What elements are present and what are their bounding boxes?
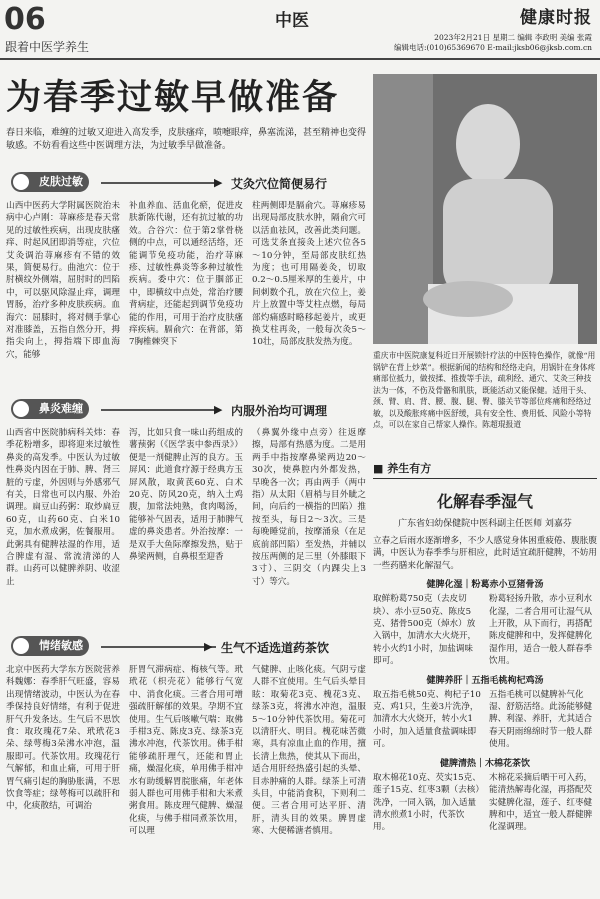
- arrow-right-icon: ▶: [204, 640, 213, 653]
- page-header: [0, 0, 600, 60]
- newspaper-logo: 健康时报: [520, 8, 592, 28]
- right-column-article: [373, 460, 597, 834]
- section-body-nose: [6, 427, 366, 607]
- column-tag: ■ 养生有方: [373, 460, 597, 479]
- section-band-mood: [6, 632, 366, 660]
- recipe-title: 健脾化湿｜粉葛赤小豆猪骨汤: [426, 580, 544, 591]
- section-tag: 鼻炎难缠: [11, 399, 89, 419]
- band-line: [101, 182, 216, 184]
- arrow-right-icon: ▶: [214, 176, 223, 189]
- photo-caption: 重庆市中医院康复科近日开展锁针疗法的中医特色操作，就像“用锅铲在背上炒菜”。根据新闻的结构和经络走向，用锅针在身体疼痛部位抵力，做按揉、推拨等手法，疏利经、通穴、艾灸三种技法为一体，不伤及骨骼和肌肤，既能活动又能保健。适用于头、颈、臂、肩、背、腰、腹、腿、臀、膝关节等部位疼痛和经络过敏，以及酸胀疼痛中医舒缓，具有安全性、费用低、风险小等特点，可以在家自己帮家人操作。陈超琨报道: [373, 351, 596, 429]
- recipe-effect: 五指毛桃可以健脾补气化湿、舒筋活络。此汤能够健脾、利湿、养肝，尤其适合春天阴雨绵绵时节一般人群使用。: [489, 689, 593, 750]
- recipe-body: [373, 689, 597, 751]
- section-name: 中医: [275, 11, 309, 31]
- recipe-body: [373, 593, 597, 667]
- section-title: 艾灸穴位简便易行: [231, 177, 328, 191]
- photo-illustration: [373, 74, 597, 344]
- text-column: 柱两侧即是膈俞穴。荨麻疹易出现局部皮肤水肿，隔俞穴可以活血祛风，改善此类问题。可选艾条直接灸上述穴位各5～10分钟，至局部皮肤红热为度；也可用隔姜灸，切取0.2～0.5厘米厚的生姜片，中间刺数个孔，放在穴位上，姜片上放置中等艾柱点燃，每局部灼痛感时略移起姜片，或更换艾柱再灸，一般每次灸5～10壮，局部皮肤发热为度。: [252, 201, 366, 348]
- section-body-mood: [6, 664, 366, 894]
- text-column: 泻，比如只食一味山药组成的薯蓣粥（《医学衷中参西录》）便是一剂健脾止泻的良方。玉屏风：此道食疗源于经典方玉屏风散，取黄芪60克、白术20克、防风20克，纳入土鸡腹，加常法炖熟，食肉喝汤，能够补气固表，适用于肺脾气虚的鼻炎患者。外治按摩：一是双手大鱼际摩擦发热，贴于鼻梁两侧，自鼻根至迎香: [129, 428, 243, 563]
- recipe-body: [373, 772, 597, 834]
- circle-icon: [13, 401, 29, 417]
- dateline: 2023年2月21日 星期二 编辑 李政明 美编 张霞 编辑电话:(010)65369670 E-mail:jksb06@jksb.com.cn: [393, 33, 592, 52]
- recipe-title: 健脾养肝｜五指毛桃枸杞鸡汤: [426, 675, 544, 686]
- recipe-method: 取木棉花10克、芡实15克、莲子15克、红枣3颗（去核）洗净，一同入锅，加入适量清水煎煮1小时，代茶饮用。: [373, 772, 481, 833]
- section-tag: 皮肤过敏: [11, 172, 89, 192]
- intro-text: 春日来临，难缠的过敏又迎进入高发季，皮肤瘙痒，喷嚏眼痒，鼻塞流涕，甚至精神也变得敏感。不妨看看这些中医调理方法，为过敏季早做准备。: [6, 128, 367, 151]
- text-column: 山西中医药大学附属医院治未病中心卢刚：荨麻疹是春天常见的过敏性疾病，出现皮肤瘙痒、时起风团即消等症，穴位艾灸调治荨麻疹有不错的效果，简便易行。曲池穴：位于肘横纹外侧端，屈肘时的凹陷中，可以驱风除湿止痒，调理胃肠，治疗多种皮肤疾病。血海穴：屈膝时，将对侧手掌心对准膝盖，五指自然分开，拇指尖向上，拇指端下即血海穴，能够: [6, 201, 120, 360]
- text-column: （鼻翼外缘中点旁）往返摩擦，局部有热感为度。二是用两手中指按摩鼻梁两边20～30次，使鼻腔内外都发热，早晚各一次；再由两手（两中指）从太阳（眉梢与目外眦之间，向后约一横指的凹陷）推按至头，每日2～3次。三是每晚睡觉前，按摩涌泉（在足底前部凹陷）至发热，并辅以按压两侧的足三里（外膝眼下3寸）、三阴交（内踝尖上3寸）等穴。: [252, 428, 366, 587]
- section-title: 内服外治均可调理: [231, 404, 328, 418]
- recipe-title: 健脾清热｜木棉花茶饮: [439, 758, 530, 769]
- section-band-skin: [6, 168, 366, 196]
- section-body-skin: [6, 200, 366, 370]
- text-column: 肝胃气滞病症、梅核气等。玳玳花（枳壳花）能够行气宽中、消食化痰。三者合用可增强疏肝解郁的效果。孕期不宜使用。生气后咳嗽气喘：取佛手柑3克、陈皮3克、绿茶3克沸水冲泡，代茶饮用。佛手柑能够疏肝理气，还能和胃止痛，燥湿化痰，单用佛手柑冲水有助缓解胃脘胀痛，年老体弱人群也可用佛手柑和大米煮粥食用。陈皮理气健脾、燥湿化痰，与佛手柑同煮茶饮用，可以理: [129, 665, 243, 837]
- band-line: [101, 409, 216, 411]
- column-name: 跟着中医学养生: [5, 40, 90, 54]
- section-title: 生气不适选道药茶饮: [221, 641, 330, 655]
- news-photo: [373, 74, 597, 344]
- section-band-nose: [6, 395, 366, 423]
- article-title: 化解春季湿气: [436, 492, 533, 511]
- arrow-right-icon: ▶: [214, 403, 223, 416]
- recipe-effect: 粉葛轻扬升散，赤小豆利水化湿，二者合用可让湿气从上开散，从下而行，再搭配陈皮健脾和中，发挥健脾化湿作用，适合一般人群春季饮用。: [489, 594, 593, 667]
- recipe-method: 取鲜粉葛750克（去皮切块）、赤小豆50克、陈皮5克、猪骨500克（焯水）放入锅中，加清水大火烧开，转小火约1小时，加盐调味即可。: [373, 594, 477, 667]
- header-rule: [0, 58, 600, 60]
- text-column: 北京中医药大学东方医院营养科魏娜：春季肝气旺盛，容易出现情绪波动，中医认为在春季保持良好情绪，有利于促进肝气升发条达。生气后不思饮食：取玫瑰花7朵、玳玳花3朵、绿萼梅3朵沸水冲泡，温服即可。代茶饮用。玫瑰花行气解郁，和血止痛，可用于肝胃气痛引起的胸胁胀满，不思饮食等症；绿萼梅可以疏肝和中，化痰散结，可调治: [6, 665, 120, 812]
- page-number: 06: [4, 2, 46, 37]
- section-tag: 情绪敏感: [11, 636, 89, 656]
- circle-icon: [13, 174, 29, 190]
- circle-icon: [13, 638, 29, 654]
- article-intro: 立春之后雨水逐渐增多，不少人感觉身体困重疲倦、腹胀腹满，中医认为春季季与肝相应，此时适宜疏肝健脾，不妨用一些药膳来化解湿气。: [373, 536, 597, 571]
- recipe-method: 取五指毛桃50克、枸杞子10克、鸡1只，生姜3片洗净，加清水大火烧开，转小火1小时，加入适量食盐调味即可。: [373, 689, 481, 750]
- band-line: [101, 646, 216, 648]
- text-column: 气健脾、止咳化痰。气阴亏虚人群不宜使用。生气后头晕目眩：取菊花3克、槐花3克、绿茶3克，将沸水冲泡，温服5～10分钟代茶饮用。菊花可以清肝火、明目。槐花味苦微寒，具有凉血止血的作用，擅长清上焦热，使其从下而出，适合用肝经热盛引起的头晕、目赤肿痛的人群。绿茶上可清头目，中能消食积，下则利二便。三者合用可达平肝、清肝，清头目的效果。脾胃虚寒、大便稀溏者慎用。: [252, 665, 366, 837]
- text-column: 山西省中医院肺病科关炜：春季花粉增多，即将迎来过敏性鼻炎的高发季。中医认为过敏性鼻炎内因在于肺、脾、肾三脏的亏虚，外因则与外感邪气有关，日常也可以内服、外治调理。扁豆山药粥：取炒扁豆60克，山药60克、白米10克，加水煮成粥，佐餐服用。此粥具有健脾祛湿的作用，适合脾虚有湿、常流清涕的人群。山药可以健脾养阴、收涩止: [6, 428, 120, 587]
- headline: 为春季过敏早做准备: [6, 77, 340, 118]
- article-author: 广东省妇幼保健院中医科副主任医师 刘嘉芬: [398, 519, 572, 529]
- text-column: 补血养血、活血化瘀，促进皮肤新陈代谢，还有抗过敏的功效。合谷穴：位于第2掌骨桡侧的中点，可以通经活络，还能调节免疫功能，治疗荨麻疹、过敏性鼻炎等多种过敏性疾病。委中穴：位于腘部正中，即横纹中点处，常治疗腰背病症，还能起到调节免疫功能的作用，可用于治疗皮肤瘙痒疾病。膈俞穴：在背部，第7胸椎棘突下: [129, 201, 243, 348]
- recipe-effect: 木棉花采摘后晒干可入药，能清热解毒化湿，再搭配芡实健脾化湿，莲子、红枣健脾和中，适宜一般人群健脾化湿调理。: [489, 772, 593, 833]
- column-tag-label: 养生有方: [387, 462, 432, 475]
